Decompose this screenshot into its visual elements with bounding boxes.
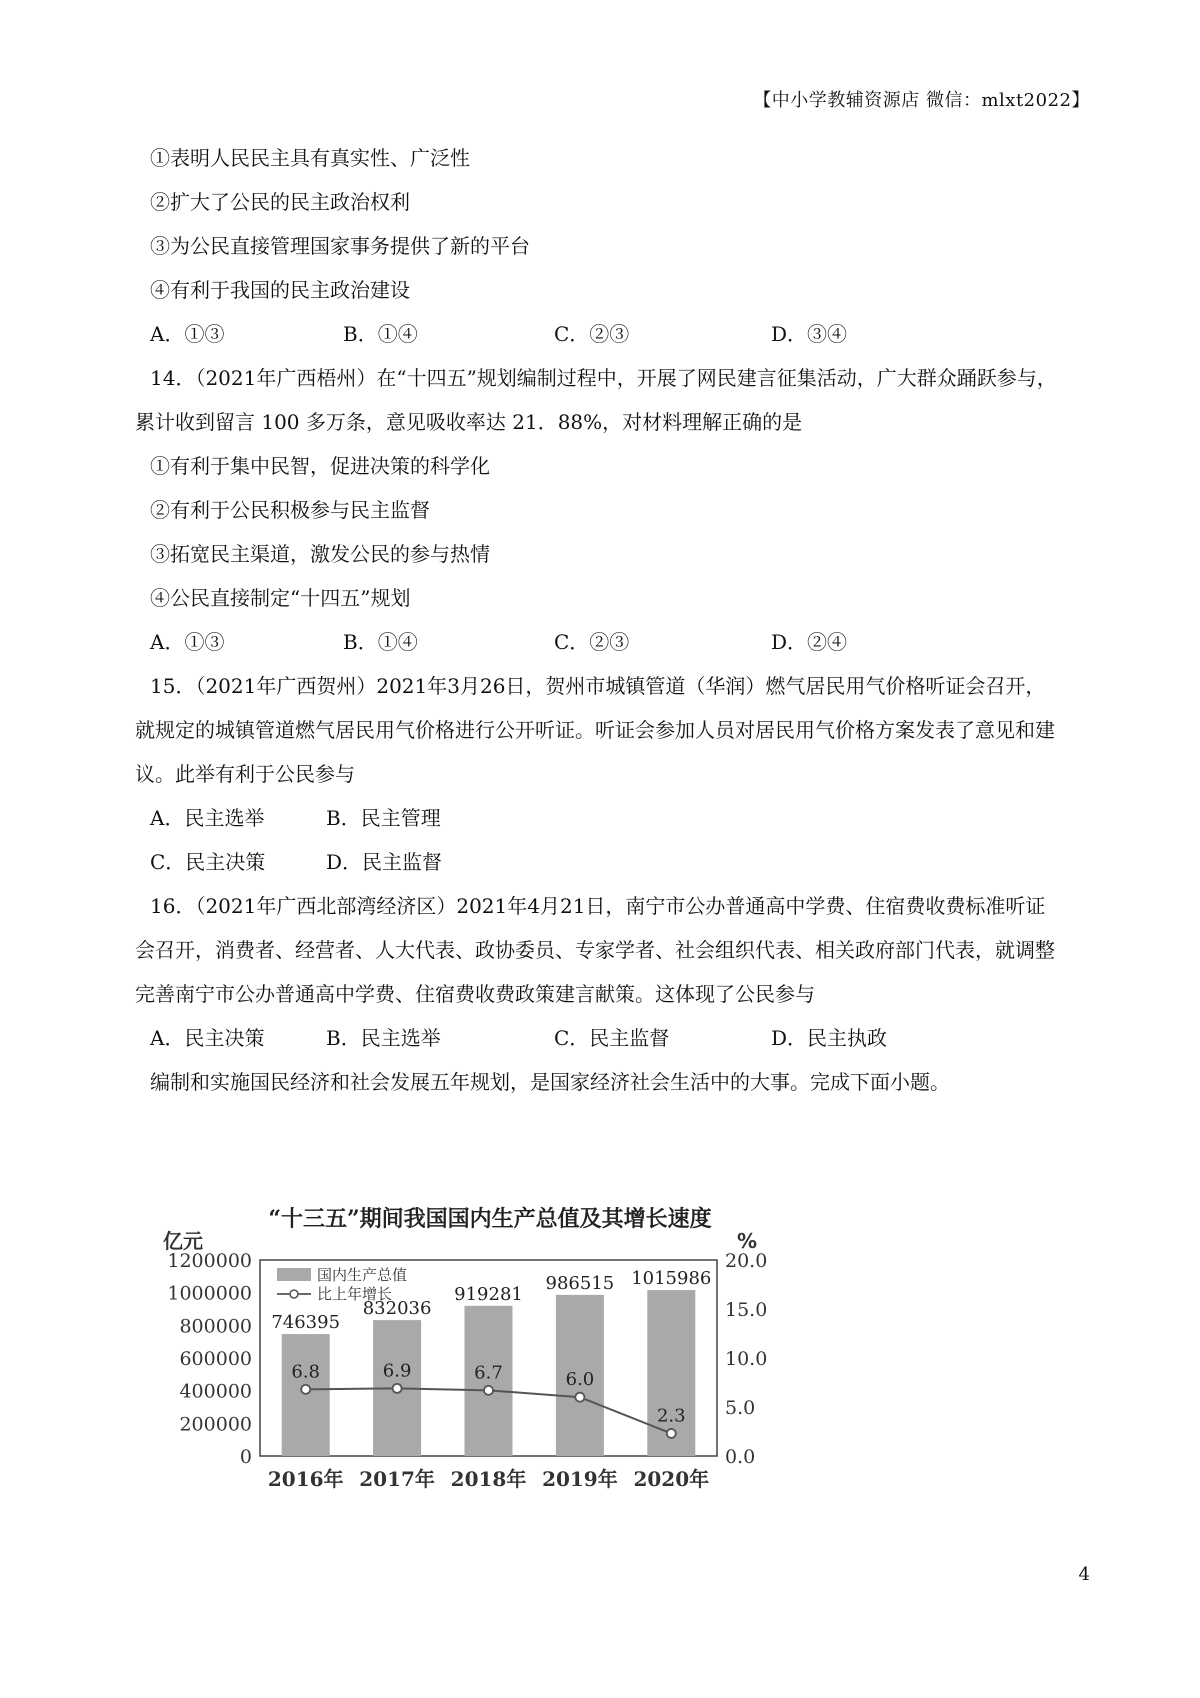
legend-bar-swatch <box>277 1268 311 1281</box>
category-label: 2018年 <box>450 1467 527 1491</box>
q16-stem-line-2: 会召开，消费者、经营者、人大代表、政协委员、专家学者、社会组织代表、相关政府部门代表，就调整 <box>135 938 1055 962</box>
header-source: 【中小学教辅资源店 微信：mlxt2022】 <box>753 90 1090 111</box>
q16-option-d[interactable]: D．民主执政 <box>771 1026 888 1050</box>
gdp-chart-svg <box>155 1198 810 1538</box>
q16-option-b[interactable]: B．民主选举 <box>326 1026 441 1050</box>
q13-item-2: ②扩大了公民的民主政治权利 <box>150 190 410 214</box>
gdp-bar-label: 832036 <box>362 1298 432 1320</box>
gdp-bar-label: 1015986 <box>631 1268 712 1290</box>
right-axis-unit: % <box>737 1229 758 1253</box>
legend-bar-label: 国内生产总值 <box>317 1266 408 1284</box>
gdp-bar <box>282 1334 330 1456</box>
q13-item-1: ①表明人民民主具有真实性、广泛性 <box>150 146 470 170</box>
q16-stem-line-3: 完善南宁市公办普通高中学费、住宿费收费政策建言献策。这体现了公民参与 <box>135 982 815 1006</box>
left-tick-label: 1200000 <box>167 1250 252 1272</box>
left-tick-label: 200000 <box>179 1413 252 1436</box>
q14-item-1: ①有利于集中民智，促进决策的科学化 <box>150 454 490 478</box>
category-label: 2017年 <box>359 1467 435 1491</box>
growth-point <box>301 1385 310 1394</box>
growth-point <box>575 1393 584 1402</box>
growth-point <box>667 1429 676 1438</box>
legend-line-label: 比上年增长 <box>317 1285 393 1303</box>
q15-stem-line-2: 就规定的城镇管道燃气居民用气价格进行公开听证。听证会参加人员对居民用气价格方案发表了意见和建 <box>135 718 1055 742</box>
q13-option-d[interactable]: D．③④ <box>771 322 848 346</box>
gdp-bar-label: 919281 <box>454 1283 523 1305</box>
intro-text: 编制和实施国民经济和社会发展五年规划，是国家经济社会生活中的大事。完成下面小题。 <box>150 1070 950 1094</box>
right-tick-label: 10.0 <box>725 1348 768 1370</box>
q13-item-4: ④有利于我国的民主政治建设 <box>150 278 410 302</box>
chart-title: “十三五”期间我国国内生产总值及其增长速度 <box>268 1206 712 1232</box>
growth-point <box>393 1384 402 1393</box>
growth-point-label: 6.9 <box>382 1360 412 1382</box>
q13-item-3: ③为公民直接管理国家事务提供了新的平台 <box>150 234 530 258</box>
gdp-bar-label: 746395 <box>271 1312 341 1334</box>
q16-option-a[interactable]: A．民主决策 <box>150 1026 265 1050</box>
q15-stem-line-3: 议。此举有利于公民参与 <box>135 762 355 786</box>
growth-point-label: 2.3 <box>656 1405 686 1427</box>
category-label: 2019年 <box>542 1467 618 1491</box>
q13-option-c[interactable]: C．②③ <box>554 322 630 346</box>
q14-option-b[interactable]: B．①④ <box>343 630 418 654</box>
growth-point <box>484 1386 493 1395</box>
q14-option-c[interactable]: C．②③ <box>554 630 630 654</box>
gdp-bar-label: 986515 <box>545 1272 615 1294</box>
q16-stem-line-1: 16．（2021年广西北部湾经济区）2021年4月21日，南宁市公办普通高中学费、住宿费收费标准听证 <box>150 894 1046 918</box>
left-tick-label: 1000000 <box>167 1282 252 1305</box>
right-tick-label: 5.0 <box>725 1397 756 1419</box>
left-tick-label: 400000 <box>179 1380 252 1403</box>
left-tick-label: 800000 <box>179 1315 252 1338</box>
right-tick-label: 20.0 <box>725 1250 768 1272</box>
q14-item-4: ④公民直接制定“十四五”规划 <box>150 586 411 610</box>
q15-option-b[interactable]: B．民主管理 <box>326 806 441 830</box>
left-tick-label: 0 <box>239 1446 252 1468</box>
q15-option-c[interactable]: C．民主决策 <box>150 850 266 874</box>
left-axis-unit: 亿元 <box>163 1229 203 1253</box>
q14-stem-line-1: 14．（2021年广西梧州）在“十四五”规划编制过程中，开展了网民建言征集活动，广大群众踊跃参与， <box>150 366 1057 390</box>
q14-option-a[interactable]: A．①③ <box>150 630 225 654</box>
q14-item-2: ②有利于公民积极参与民主监督 <box>150 498 430 522</box>
growth-point-label: 6.8 <box>291 1361 321 1383</box>
q15-option-a[interactable]: A．民主选举 <box>150 806 265 830</box>
right-tick-label: 0.0 <box>725 1446 756 1468</box>
left-tick-label: 600000 <box>179 1348 252 1370</box>
q15-option-d[interactable]: D．民主监督 <box>326 850 443 874</box>
q13-option-a[interactable]: A．①③ <box>150 322 225 346</box>
legend-line-marker <box>290 1290 298 1298</box>
q14-stem-line-2: 累计收到留言 100 多万条，意见吸收率达 21．88%，对材料理解正确的是 <box>135 410 803 434</box>
q14-item-3: ③拓宽民主渠道，激发公民的参与热情 <box>150 542 490 566</box>
category-label: 2016年 <box>267 1467 344 1491</box>
q15-stem-line-1: 15．（2021年广西贺州）2021年3月26日，贺州市城镇管道（华润）燃气居民用气价格听证会召开， <box>150 674 1046 698</box>
q13-option-b[interactable]: B．①④ <box>343 322 418 346</box>
growth-point-label: 6.7 <box>474 1362 503 1384</box>
q14-option-d[interactable]: D．②④ <box>771 630 848 654</box>
q16-option-c[interactable]: C．民主监督 <box>554 1026 670 1050</box>
right-tick-label: 15.0 <box>725 1299 768 1321</box>
page-number: 4 <box>1078 1564 1090 1585</box>
gdp-chart <box>155 1198 810 1538</box>
category-label: 2020年 <box>633 1467 710 1491</box>
growth-point-label: 6.0 <box>565 1369 595 1391</box>
